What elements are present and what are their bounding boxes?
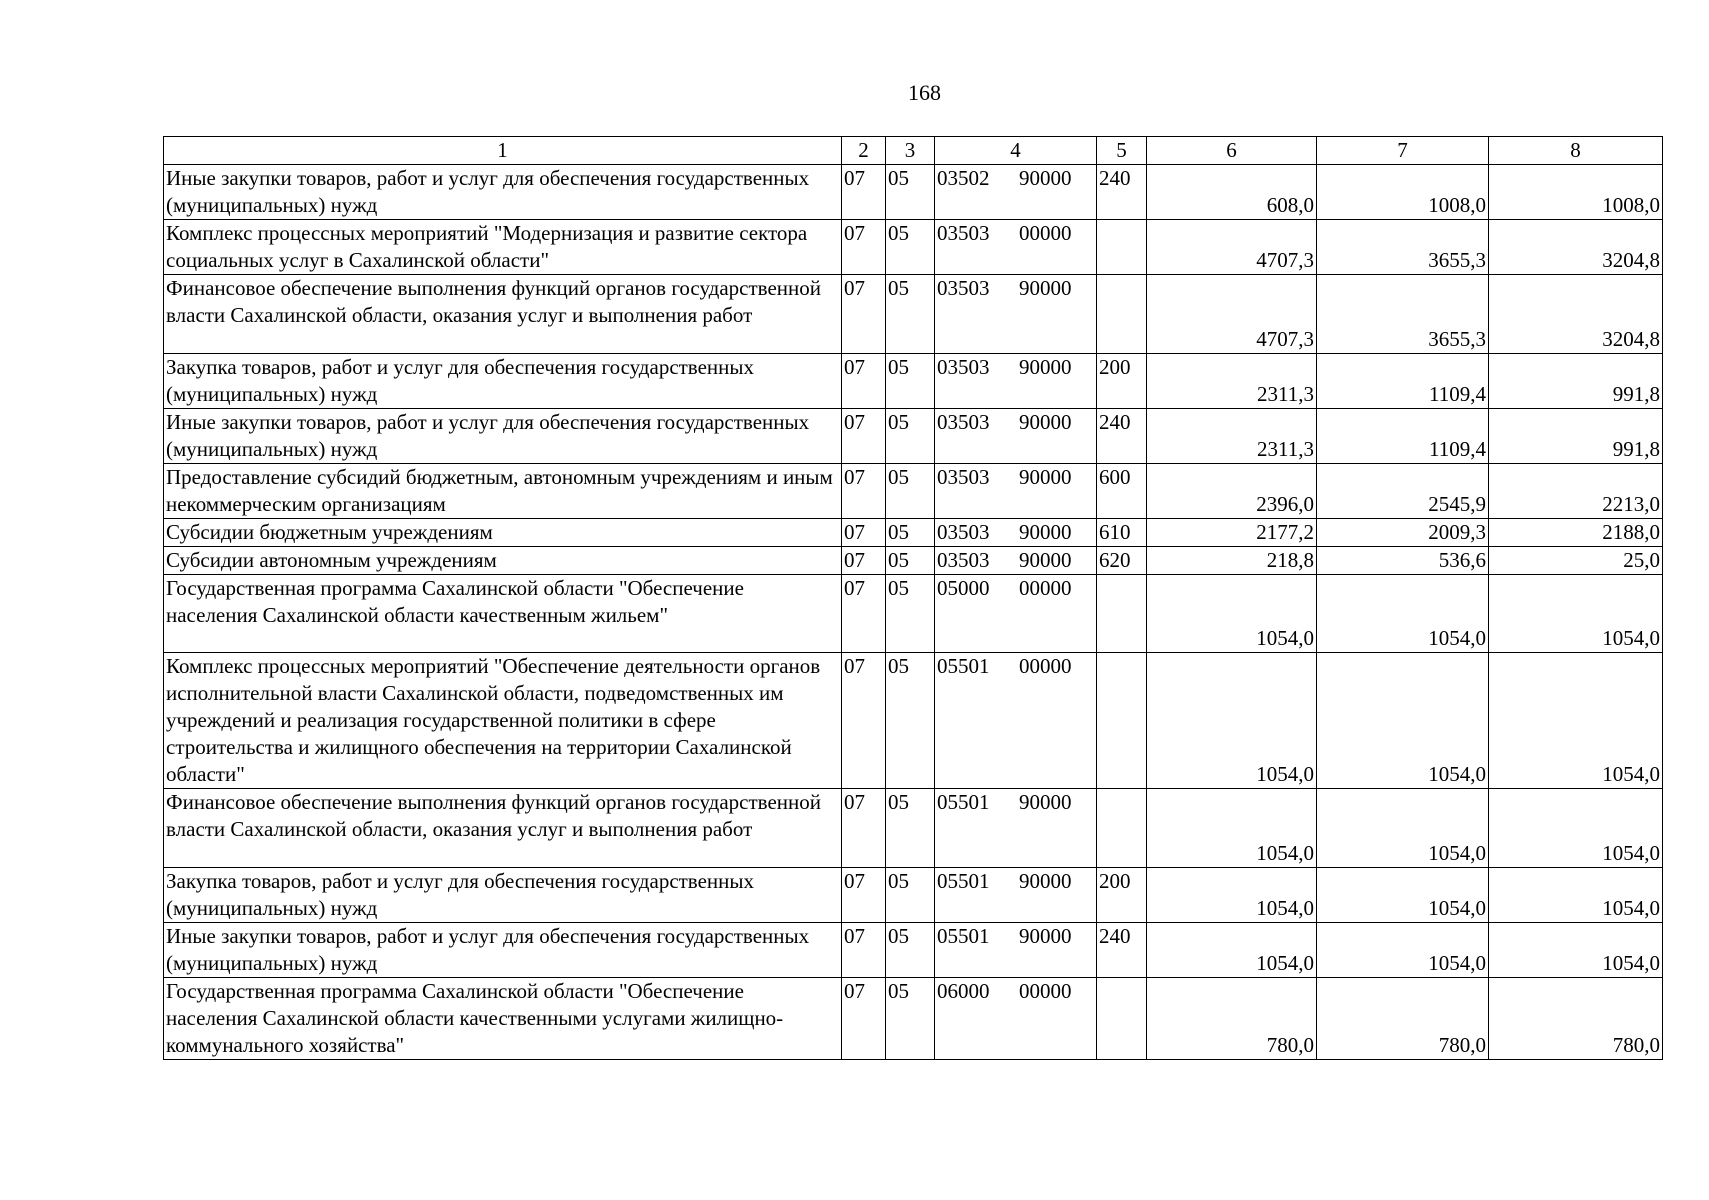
row-expense-type: 620 bbox=[1097, 546, 1147, 574]
row-target-article-part2: 90000 bbox=[1019, 547, 1072, 572]
row-target-article bbox=[935, 789, 1097, 868]
row-amount-col7: 2545,9 bbox=[1317, 463, 1489, 518]
header-cell-6: 6 bbox=[1147, 137, 1317, 165]
row-section: 07 bbox=[842, 867, 886, 922]
row-target-article-part1: 03503 bbox=[937, 519, 990, 544]
table-row bbox=[164, 408, 1663, 463]
row-expense-type: 240 bbox=[1097, 922, 1147, 977]
header-cell-8: 8 bbox=[1489, 137, 1663, 165]
row-amount-col8: 2188,0 bbox=[1489, 518, 1663, 546]
row-target-article-part1: 03503 bbox=[937, 276, 990, 300]
row-amount-col8: 2213,0 bbox=[1489, 463, 1663, 518]
row-amount-col8: 1054,0 bbox=[1489, 922, 1663, 977]
row-name: Государственная программа Сахалинской области "Обеспечение населения Сахалинской области качественным жильем" bbox=[164, 574, 842, 653]
table-row bbox=[164, 977, 1663, 1059]
row-target-article bbox=[935, 408, 1097, 463]
row-expense-type bbox=[1097, 789, 1147, 868]
row-target-article-part1: 05501 bbox=[937, 868, 990, 893]
row-expense-type bbox=[1097, 275, 1147, 354]
row-amount-col8: 1054,0 bbox=[1489, 574, 1663, 653]
row-name: Субсидии бюджетным учреждениям bbox=[164, 518, 842, 546]
row-name: Комплекс процессных мероприятий "Модернизация и развитие сектора социальных услуг в Сахалинской области" bbox=[164, 220, 842, 275]
page-number: 168 bbox=[908, 80, 941, 105]
header-cell-7: 7 bbox=[1317, 137, 1489, 165]
row-subsection: 05 bbox=[886, 353, 935, 408]
row-name: Закупка товаров, работ и услуг для обеспечения государственных (муниципальных) нужд bbox=[164, 353, 842, 408]
row-amount-col7: 1054,0 bbox=[1317, 653, 1489, 789]
row-amount-col7: 3655,3 bbox=[1317, 220, 1489, 275]
row-amount-col8: 1008,0 bbox=[1489, 165, 1663, 220]
row-amount-col6: 608,0 bbox=[1147, 165, 1317, 220]
table-row bbox=[164, 574, 1663, 653]
row-amount-col6: 1054,0 bbox=[1147, 922, 1317, 977]
row-target-article-part2: 90000 bbox=[1019, 923, 1072, 948]
row-amount-col6: 218,8 bbox=[1147, 546, 1317, 574]
row-amount-col7: 1008,0 bbox=[1317, 165, 1489, 220]
row-target-article bbox=[935, 463, 1097, 518]
row-amount-col7: 1109,4 bbox=[1317, 353, 1489, 408]
row-subsection: 05 bbox=[886, 574, 935, 653]
table-row bbox=[164, 867, 1663, 922]
row-subsection: 05 bbox=[886, 977, 935, 1059]
row-subsection: 05 bbox=[886, 922, 935, 977]
row-amount-col6: 1054,0 bbox=[1147, 574, 1317, 653]
row-section: 07 bbox=[842, 922, 886, 977]
row-target-article bbox=[935, 653, 1097, 789]
row-target-article-part2: 90000 bbox=[1019, 166, 1072, 190]
budget-table bbox=[163, 136, 1663, 1060]
row-amount-col7: 1054,0 bbox=[1317, 922, 1489, 977]
row-target-article bbox=[935, 546, 1097, 574]
row-target-article bbox=[935, 275, 1097, 354]
row-amount-col7: 780,0 bbox=[1317, 977, 1489, 1059]
row-target-article bbox=[935, 867, 1097, 922]
row-target-article-part2: 90000 bbox=[1019, 519, 1072, 544]
table-row bbox=[164, 463, 1663, 518]
row-target-article-part2: 90000 bbox=[1019, 409, 1072, 434]
row-target-article-part1: 03503 bbox=[937, 464, 990, 489]
row-amount-col7: 1054,0 bbox=[1317, 867, 1489, 922]
row-amount-col6: 2311,3 bbox=[1147, 408, 1317, 463]
row-amount-col7: 536,6 bbox=[1317, 546, 1489, 574]
row-target-article-part2: 90000 bbox=[1019, 276, 1072, 300]
row-target-article bbox=[935, 353, 1097, 408]
row-target-article bbox=[935, 574, 1097, 653]
table-row bbox=[164, 165, 1663, 220]
row-target-article bbox=[935, 220, 1097, 275]
row-name: Государственная программа Сахалинской области "Обеспечение населения Сахалинской области качественными услугами жилищно-коммунального хозяйства" bbox=[164, 977, 842, 1059]
row-amount-col6: 4707,3 bbox=[1147, 275, 1317, 354]
row-section: 07 bbox=[842, 977, 886, 1059]
row-target-article-part1: 05000 bbox=[937, 575, 990, 600]
row-target-article-part2: 90000 bbox=[1019, 868, 1072, 893]
row-target-article-part2: 00000 bbox=[1019, 654, 1072, 679]
table-row bbox=[164, 220, 1663, 275]
row-expense-type bbox=[1097, 574, 1147, 653]
row-section: 07 bbox=[842, 789, 886, 868]
table-row bbox=[164, 518, 1663, 546]
header-cell-2: 2 bbox=[842, 137, 886, 165]
row-section: 07 bbox=[842, 546, 886, 574]
row-amount-col8: 3204,8 bbox=[1489, 275, 1663, 354]
row-amount-col8: 1054,0 bbox=[1489, 789, 1663, 868]
row-subsection: 05 bbox=[886, 518, 935, 546]
row-subsection: 05 bbox=[886, 408, 935, 463]
row-target-article-part1: 03503 bbox=[937, 354, 990, 379]
row-amount-col6: 2177,2 bbox=[1147, 518, 1317, 546]
table-row bbox=[164, 275, 1663, 354]
row-amount-col6: 2396,0 bbox=[1147, 463, 1317, 518]
row-subsection: 05 bbox=[886, 789, 935, 868]
row-target-article bbox=[935, 165, 1097, 220]
row-amount-col7: 2009,3 bbox=[1317, 518, 1489, 546]
row-expense-type: 610 bbox=[1097, 518, 1147, 546]
header-cell-3: 3 bbox=[886, 137, 935, 165]
row-expense-type bbox=[1097, 653, 1147, 789]
row-amount-col6: 780,0 bbox=[1147, 977, 1317, 1059]
row-amount-col6: 2311,3 bbox=[1147, 353, 1317, 408]
row-target-article-part2: 90000 bbox=[1019, 464, 1072, 489]
table-row bbox=[164, 922, 1663, 977]
table-row bbox=[164, 789, 1663, 868]
row-section: 07 bbox=[842, 574, 886, 653]
row-target-article bbox=[935, 977, 1097, 1059]
row-target-article-part1: 03503 bbox=[937, 547, 990, 572]
row-section: 07 bbox=[842, 653, 886, 789]
row-target-article-part1: 05501 bbox=[937, 654, 990, 679]
row-subsection: 05 bbox=[886, 220, 935, 275]
row-expense-type: 200 bbox=[1097, 353, 1147, 408]
row-target-article-part1: 03502 bbox=[937, 166, 990, 190]
row-section: 07 bbox=[842, 165, 886, 220]
row-section: 07 bbox=[842, 275, 886, 354]
row-subsection: 05 bbox=[886, 653, 935, 789]
row-section: 07 bbox=[842, 408, 886, 463]
row-subsection: 05 bbox=[886, 463, 935, 518]
row-expense-type bbox=[1097, 977, 1147, 1059]
row-amount-col6: 1054,0 bbox=[1147, 867, 1317, 922]
row-target-article-part2: 00000 bbox=[1019, 575, 1072, 600]
row-target-article-part1: 03503 bbox=[937, 409, 990, 434]
row-section: 07 bbox=[842, 463, 886, 518]
row-name: Комплекс процессных мероприятий "Обеспечение деятельности органов исполнительной власти Сахалинской области, подведомственных им учреждений и реализация государственной политики в сфере строительства и жилищного обеспечения на территории Сахалинской области" bbox=[164, 653, 842, 789]
row-expense-type: 200 bbox=[1097, 867, 1147, 922]
header-cell-1: 1 bbox=[164, 137, 842, 165]
row-name: Субсидии автономным учреждениям bbox=[164, 546, 842, 574]
row-name: Закупка товаров, работ и услуг для обеспечения государственных (муниципальных) нужд bbox=[164, 867, 842, 922]
row-section: 07 bbox=[842, 518, 886, 546]
row-amount-col8: 1054,0 bbox=[1489, 653, 1663, 789]
row-target-article-part2: 90000 bbox=[1019, 790, 1072, 815]
row-target-article-part2: 00000 bbox=[1019, 221, 1072, 245]
row-amount-col7: 1054,0 bbox=[1317, 789, 1489, 868]
header-row bbox=[164, 137, 1663, 165]
row-amount-col6: 4707,3 bbox=[1147, 220, 1317, 275]
row-subsection: 05 bbox=[886, 275, 935, 354]
row-amount-col7: 1054,0 bbox=[1317, 574, 1489, 653]
row-amount-col7: 1109,4 bbox=[1317, 408, 1489, 463]
table-row bbox=[164, 546, 1663, 574]
row-name: Предоставление субсидий бюджетным, автономным учреждениям и иным некоммерческим организациям bbox=[164, 463, 842, 518]
row-target-article-part1: 05501 bbox=[937, 790, 990, 815]
row-name: Иные закупки товаров, работ и услуг для обеспечения государственных (муниципальных) нужд bbox=[164, 408, 842, 463]
header-cell-4: 4 bbox=[935, 137, 1097, 165]
row-amount-col8: 780,0 bbox=[1489, 977, 1663, 1059]
row-target-article-part2: 00000 bbox=[1019, 978, 1072, 1003]
row-amount-col6: 1054,0 bbox=[1147, 653, 1317, 789]
row-expense-type: 240 bbox=[1097, 165, 1147, 220]
row-target-article-part1: 03503 bbox=[937, 221, 990, 245]
row-target-article-part1: 06000 bbox=[937, 978, 990, 1003]
row-amount-col8: 3204,8 bbox=[1489, 220, 1663, 275]
row-amount-col8: 991,8 bbox=[1489, 353, 1663, 408]
row-expense-type: 240 bbox=[1097, 408, 1147, 463]
row-name: Финансовое обеспечение выполнения функций органов государственной власти Сахалинской области, оказания услуг и выполнения работ bbox=[164, 789, 842, 868]
row-section: 07 bbox=[842, 353, 886, 408]
row-expense-type bbox=[1097, 220, 1147, 275]
header-cell-5: 5 bbox=[1097, 137, 1147, 165]
row-name: Финансовое обеспечение выполнения функций органов государственной власти Сахалинской области, оказания услуг и выполнения работ bbox=[164, 275, 842, 354]
row-amount-col8: 991,8 bbox=[1489, 408, 1663, 463]
row-section: 07 bbox=[842, 220, 886, 275]
row-subsection: 05 bbox=[886, 867, 935, 922]
row-name: Иные закупки товаров, работ и услуг для обеспечения государственных (муниципальных) нужд bbox=[164, 922, 842, 977]
row-amount-col8: 1054,0 bbox=[1489, 867, 1663, 922]
row-subsection: 05 bbox=[886, 546, 935, 574]
row-target-article-part1: 05501 bbox=[937, 923, 990, 948]
row-target-article bbox=[935, 922, 1097, 977]
table-row bbox=[164, 653, 1663, 789]
row-expense-type: 600 bbox=[1097, 463, 1147, 518]
row-target-article bbox=[935, 518, 1097, 546]
row-amount-col7: 3655,3 bbox=[1317, 275, 1489, 354]
row-name: Иные закупки товаров, работ и услуг для обеспечения государственных (муниципальных) нужд bbox=[164, 165, 842, 220]
row-amount-col8: 25,0 bbox=[1489, 546, 1663, 574]
row-amount-col6: 1054,0 bbox=[1147, 789, 1317, 868]
row-subsection: 05 bbox=[886, 165, 935, 220]
table-row bbox=[164, 353, 1663, 408]
row-target-article-part2: 90000 bbox=[1019, 354, 1072, 379]
